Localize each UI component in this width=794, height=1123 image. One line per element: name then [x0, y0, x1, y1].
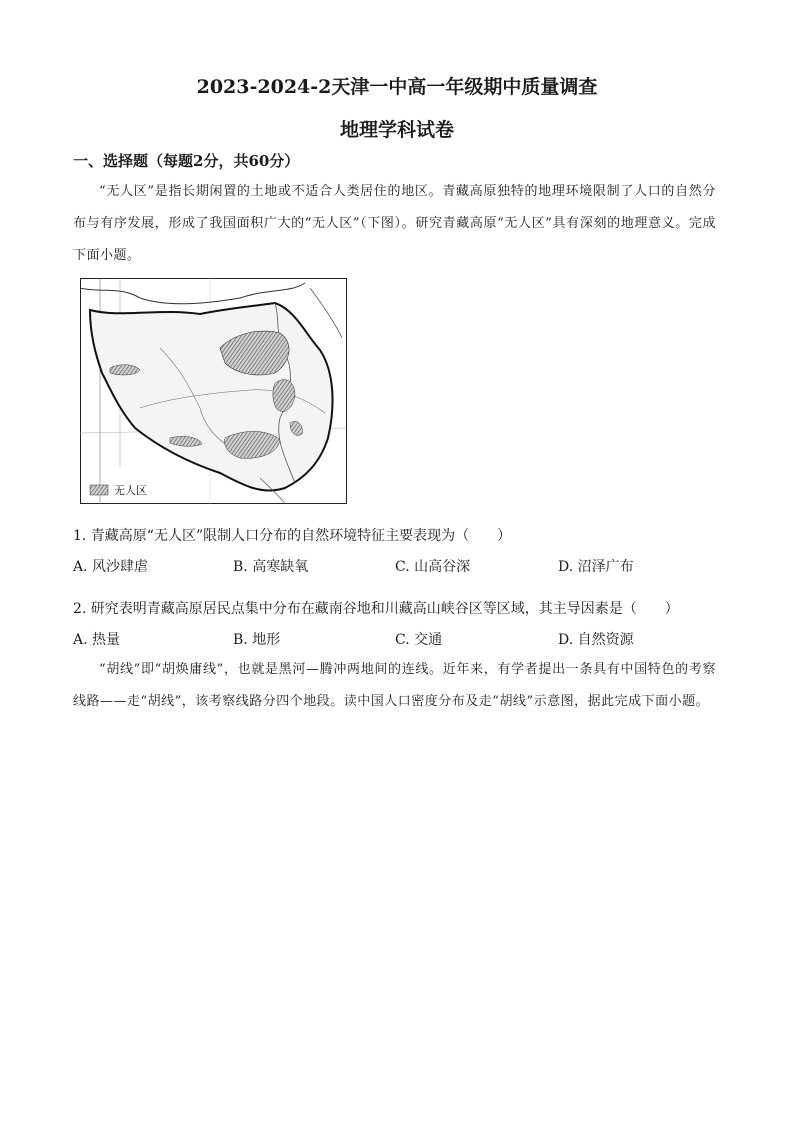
section-heading: 一、选择题（每题2分，共60分） [73, 152, 300, 170]
exam-title: 2023-2024-2天津一中高一年级期中质量调查 [196, 76, 598, 98]
passage-2: “胡线”即“胡焕庸线”，也就是黑河—腾冲两地间的连线。近年来，有学者提出一条具有中国特色的考察线路——走“胡线”，该考察线路分四个地段。读中国人口密度分布及走“胡线”示意图，据此完成下面小题。 [73, 662, 716, 709]
option-a[interactable]: A. 热量 [73, 632, 121, 648]
legend-swatch [90, 485, 108, 495]
legend-label: 无人区 [114, 484, 147, 497]
option-d[interactable]: D. 沼泽广布 [558, 559, 634, 575]
tibet-map [80, 278, 347, 504]
option-b[interactable]: B. 高寒缺氧 [233, 559, 309, 575]
question-1-stem: 1. 青藏高原“无人区”限制人口分布的自然环境特征主要表现为（ ） [73, 528, 512, 544]
option-a[interactable]: A. 风沙肆虐 [73, 559, 149, 575]
option-b[interactable]: B. 地形 [233, 632, 281, 648]
option-c[interactable]: C. 山高谷深 [395, 559, 471, 575]
passage-1: “无人区”是指长期闲置的土地或不适合人类居住的地区。青藏高原独特的地理环境限制了人口的自然分布与有序发展，形成了我国面积广大的“无人区”（下图）。研究青藏高原“无人区”具有深刻的地理意义。完成下面小题。 [73, 184, 716, 263]
option-c[interactable]: C. 交通 [395, 632, 443, 648]
question-2-stem: 2. 研究表明青藏高原居民点集中分布在藏南谷地和川藏高山峡谷区等区域，其主导因素是（ ） [73, 601, 679, 617]
exam-subtitle: 地理学科试卷 [339, 119, 454, 141]
option-d[interactable]: D. 自然资源 [558, 632, 634, 648]
